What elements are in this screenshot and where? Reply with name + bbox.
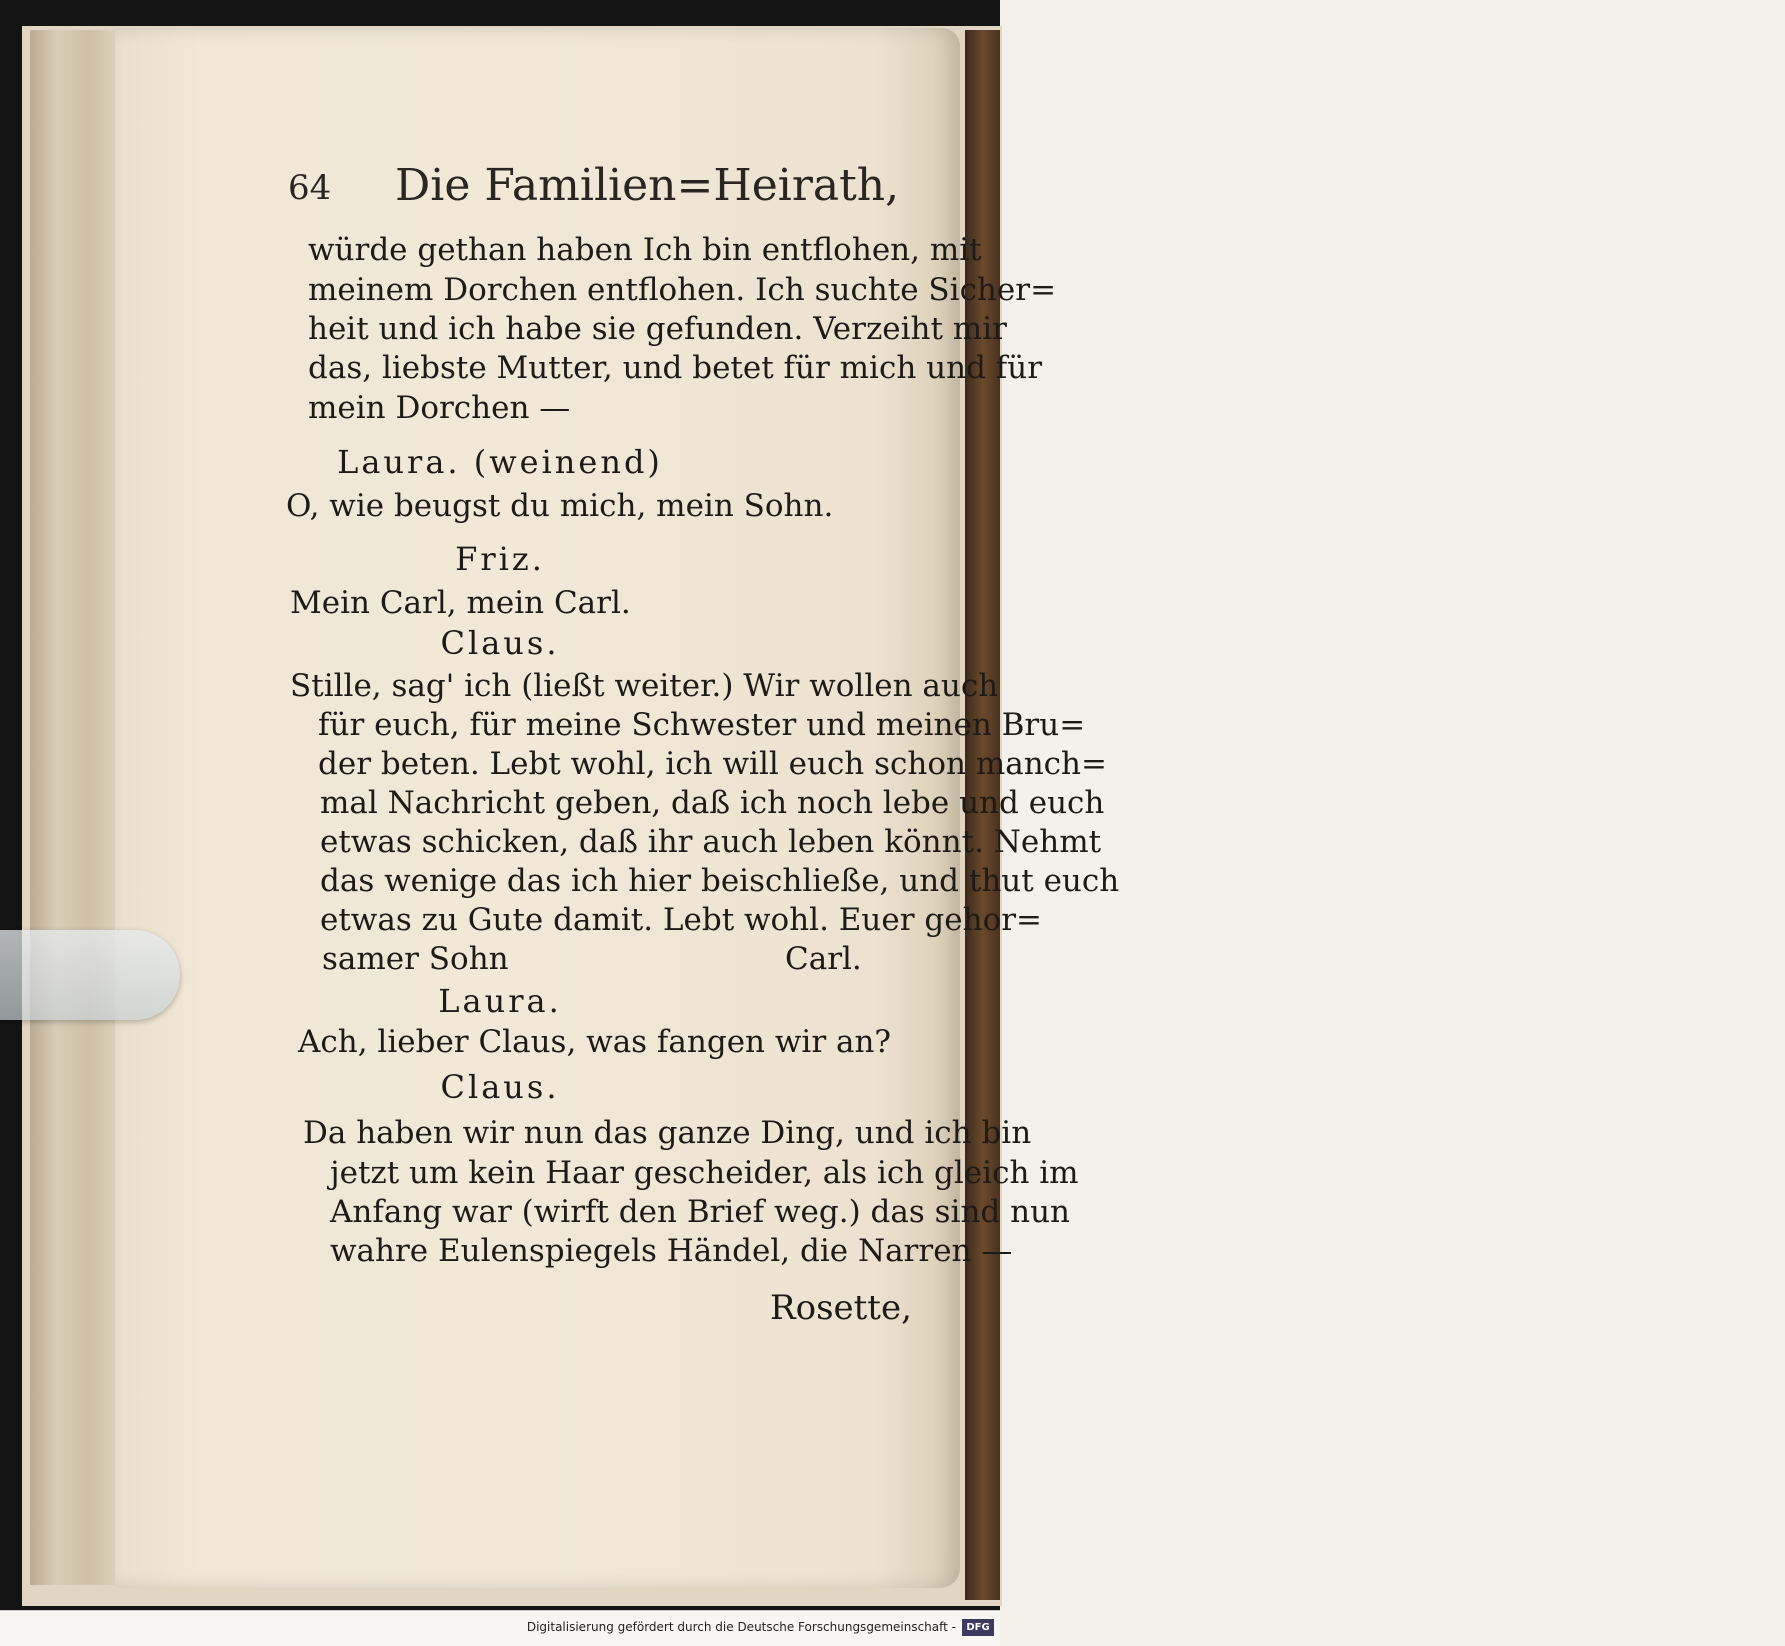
speaker-heading: Laura. [438, 982, 562, 1020]
dfg-logo: DFG [962, 1619, 994, 1636]
text-line: mal Nachricht geben, daß ich noch lebe und euch [320, 785, 1105, 821]
text-line: heit und ich habe sie gefunden. Verzeiht mir [308, 311, 1007, 347]
text-line: etwas zu Gute damit. Lebt wohl. Euer gehor= [320, 902, 1043, 938]
text-line: Ach, lieber Claus, was fangen wir an? [298, 1024, 892, 1060]
text-line: würde gethan haben Ich bin entflohen, mit [308, 232, 982, 268]
text-line: etwas schicken, daß ihr auch leben könnt. Nehmt [320, 824, 1102, 860]
text-line: für euch, für meine Schwester und meinen Bru= [318, 707, 1086, 743]
text-line: Mein Carl, mein Carl. [290, 585, 631, 621]
text-line: Da haben wir nun das ganze Ding, und ich bin [303, 1115, 1032, 1151]
text-line: meinem Dorchen entflohen. Ich suchte Sicher= [308, 272, 1057, 308]
text-line: das wenige das ich hier beischließe, und thut euch [320, 863, 1120, 899]
text-line: der beten. Lebt wohl, ich will euch schon manch= [318, 746, 1107, 782]
text-line: mein Dorchen — [308, 390, 571, 426]
text-line: das, liebste Mutter, und betet für mich und für [308, 350, 1043, 386]
page-number: 64 [288, 168, 332, 208]
catchword: Rosette, [770, 1288, 912, 1328]
text-line: samer Sohn [322, 941, 509, 977]
text-line: Anfang war (wirft den Brief weg.) das sind nun [330, 1194, 1071, 1230]
running-title: Die Familien=Heirath, [395, 160, 900, 211]
text-line: O, wie beugst du mich, mein Sohn. [286, 488, 834, 524]
text-line: jetzt um kein Haar gescheider, als ich gleich im [330, 1155, 1079, 1191]
signature-text: Carl. [785, 941, 862, 977]
speaker-heading: Friz. [455, 540, 545, 578]
page-clip [0, 930, 180, 1020]
speaker-heading: Laura. (weinend) [337, 443, 663, 481]
speaker-heading: Claus. [440, 1068, 560, 1106]
speaker-heading: Claus. [440, 624, 560, 662]
footer-bar [0, 1610, 1000, 1646]
footer-credit: Digitalisierung gefördert durch die Deutsche Forschungsgemeinschaft - [526, 1620, 956, 1634]
text-line: Stille, sag' ich (ließt weiter.) Wir wollen auch [290, 668, 999, 704]
text-line: wahre Eulenspiegels Händel, die Narren — [330, 1233, 1013, 1269]
